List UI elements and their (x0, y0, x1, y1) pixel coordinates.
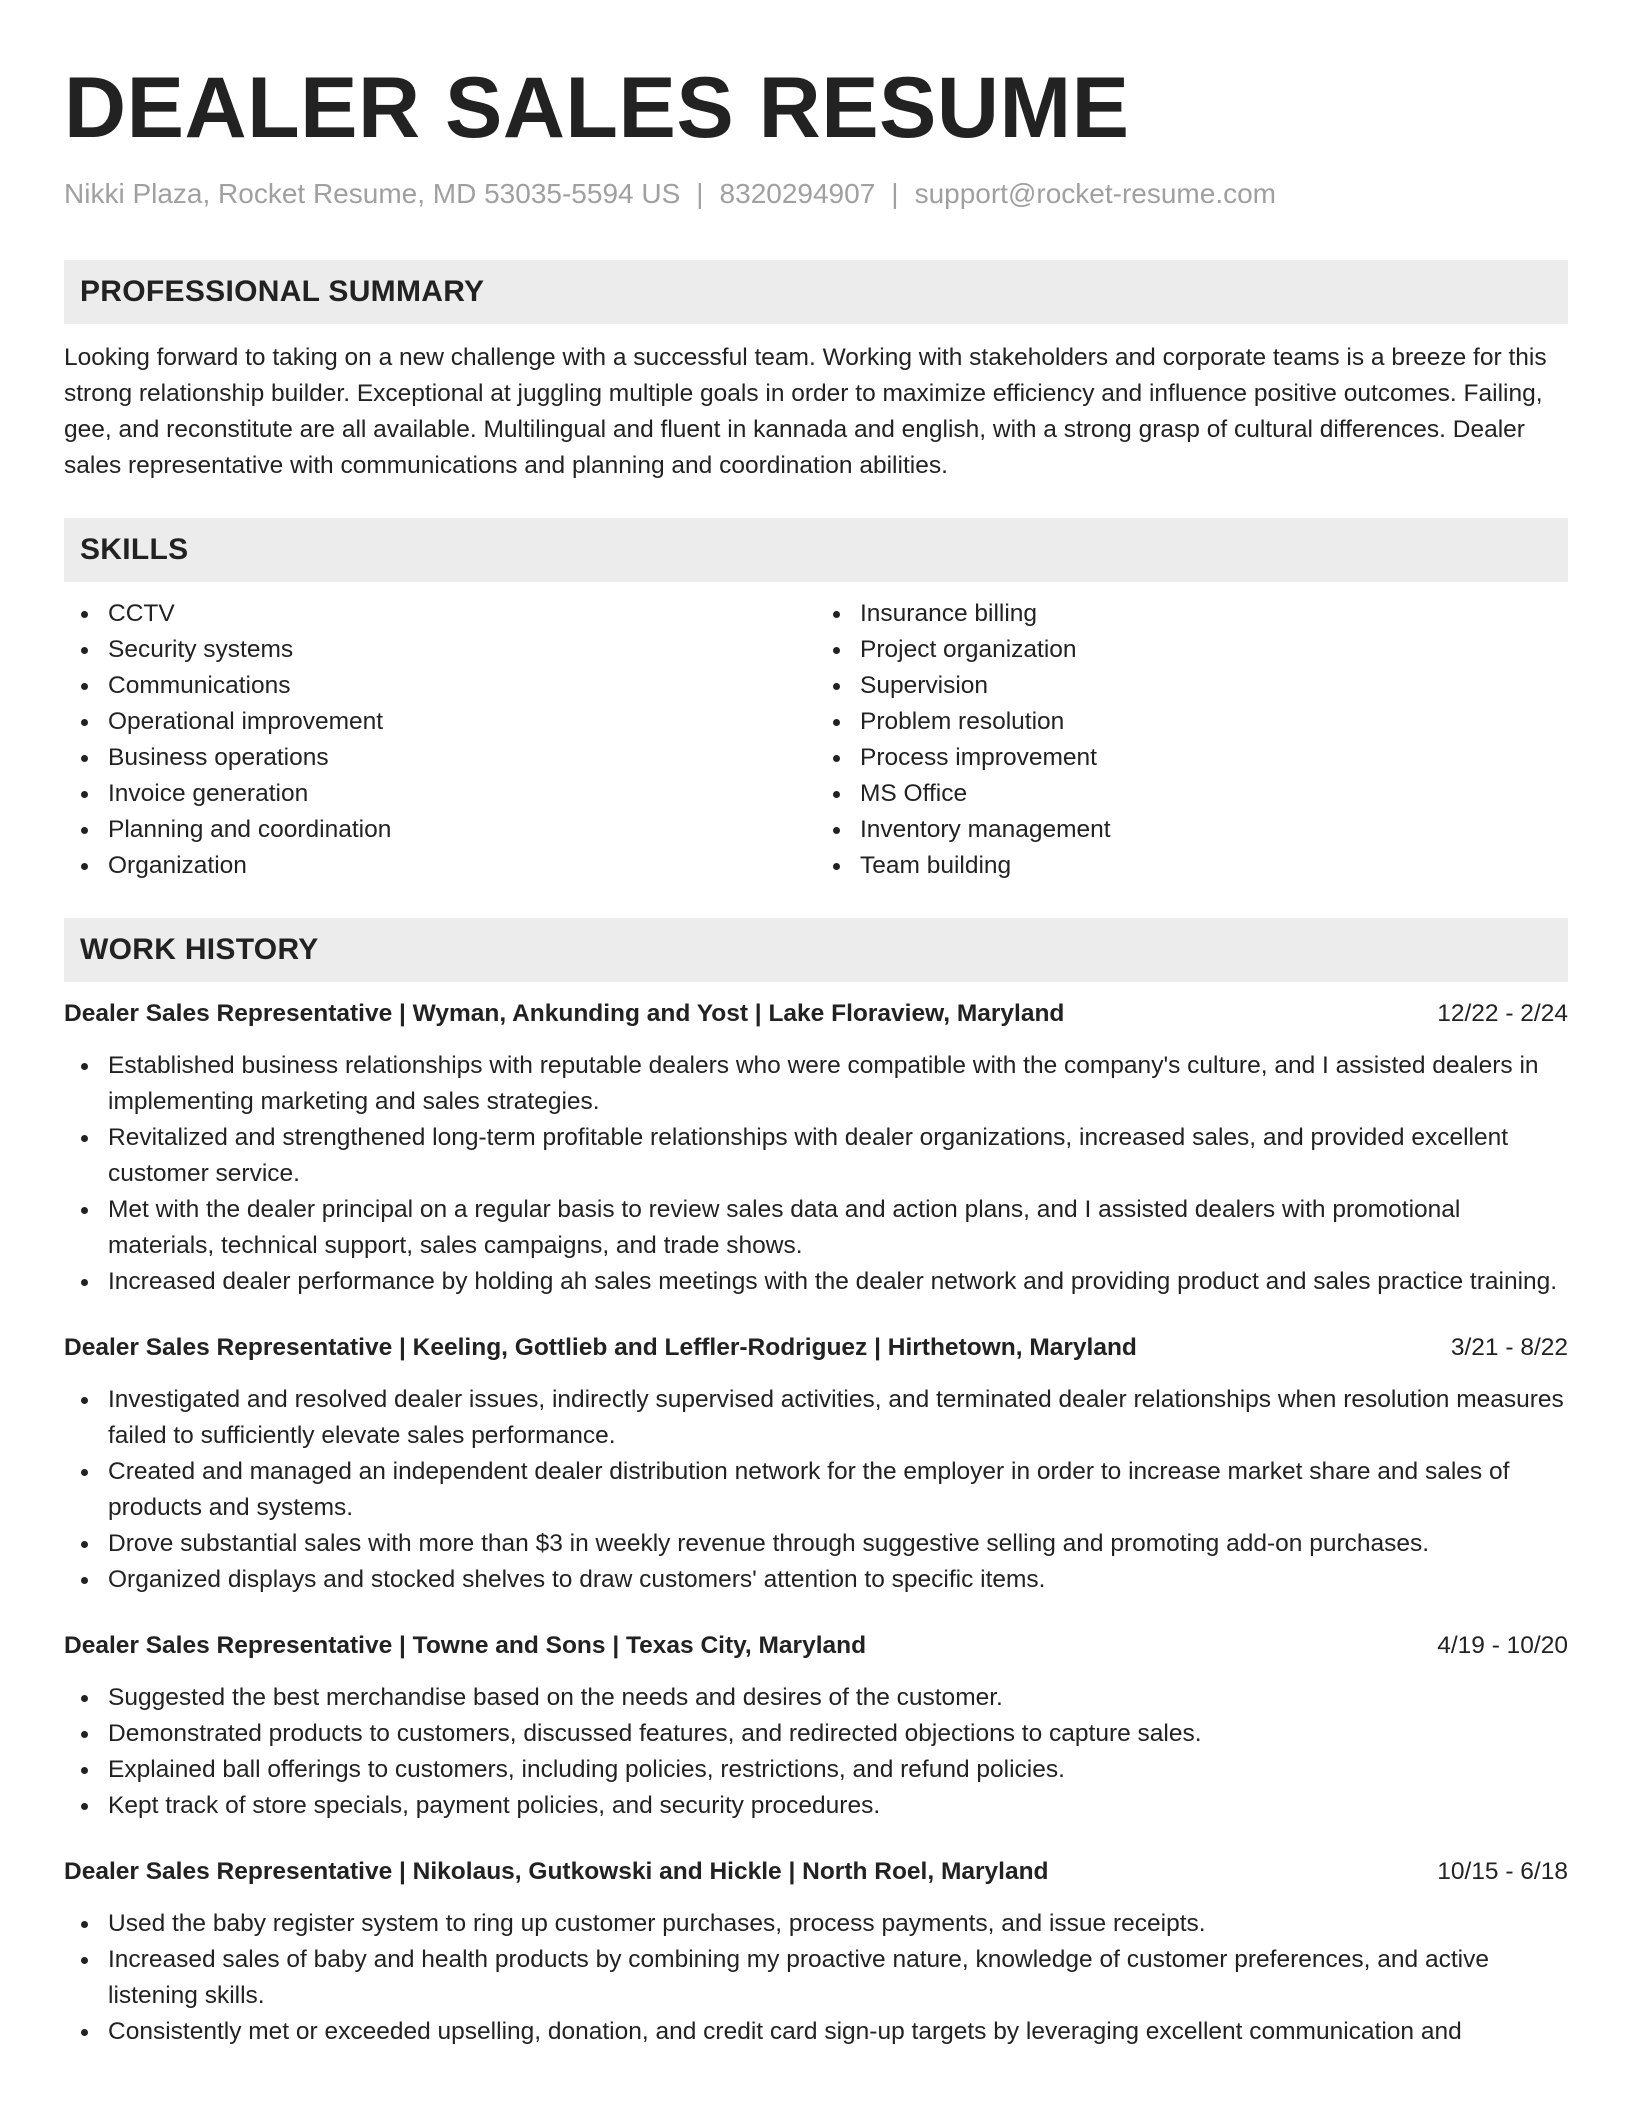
summary-section-header (64, 260, 1568, 324)
job-header (64, 1628, 1568, 1664)
job-title: Dealer Sales Representative | Towne and Sons | Texas City, Maryland (64, 1632, 867, 1659)
job-title: Dealer Sales Representative | Wyman, Ankunding and Yost | Lake Floraview, Maryland (64, 1000, 1065, 1027)
job-bullets (64, 1906, 1568, 2050)
job-dates: 3/21 - 8/22 (1450, 1334, 1568, 1361)
skill-item: Planning and coordination (64, 812, 816, 848)
contact-email: support@rocket-resume.com (914, 178, 1276, 209)
contact-separator: | (696, 178, 704, 209)
job-entry (64, 1854, 1568, 2050)
job-bullet: Increased sales of baby and health products by combining my proactive nature, knowledge of customer preferences, and active listening skills. (64, 1942, 1568, 2014)
job-bullet: Consistently met or exceeded upselling, donation, and credit card sign-up targets by leveraging excellent communication and (64, 2014, 1568, 2050)
job-bullet: Kept track of store specials, payment policies, and security procedures. (64, 1788, 1568, 1824)
skills-list (64, 596, 1568, 884)
job-bullet: Met with the dealer principal on a regular basis to review sales data and action plans, and I assisted dealers with promotional materials, technical support, sales campaigns, and trade shows. (64, 1192, 1568, 1264)
job-bullet: Organized displays and stocked shelves to draw customers' attention to specific items. (64, 1562, 1568, 1598)
job-dates: 4/19 - 10/20 (1437, 1632, 1568, 1659)
skill-item: Project organization (816, 632, 1568, 668)
job-bullets (64, 1382, 1568, 1598)
job-header (64, 1330, 1568, 1366)
skill-item: MS Office (816, 776, 1568, 812)
job-bullet: Created and managed an independent dealer distribution network for the employer in order to increase market share and sales of products and systems. (64, 1454, 1568, 1526)
job-entry (64, 996, 1568, 1300)
summary-text: Looking forward to taking on a new challenge with a successful team. Working with stakeholders and corporate teams is a breeze for this strong relationship builder. Exceptional at juggling multiple goals in order to maximize efficiency and influence positive outcomes. Failing, gee, and reconstitute are all available. Multilingual and fluent in kannada and english, with a strong grasp of cultural differences. Dealer sales representative with communications and planning and coordination abilities. (64, 344, 1547, 479)
job-header (64, 996, 1568, 1032)
job-title: Dealer Sales Representative | Keeling, Gottlieb and Leffler-Rodriguez | Hirthetown, Maryland (64, 1334, 1137, 1361)
job-bullets (64, 1680, 1568, 1824)
skills-column-right (816, 596, 1568, 884)
job-dates: 12/22 - 2/24 (1437, 1000, 1568, 1027)
skills-column-left (64, 596, 816, 884)
contact-separator: | (891, 178, 899, 209)
job-bullet: Explained ball offerings to customers, including policies, restrictions, and refund policies. (64, 1752, 1568, 1788)
job-bullet: Revitalized and strengthened long-term profitable relationships with dealer organizations, increased sales, and provided excellent customer service. (64, 1120, 1568, 1192)
job-entry (64, 1330, 1568, 1598)
contact-phone: 8320294907 (719, 178, 876, 209)
work-section-header (64, 918, 1568, 982)
job-bullets (64, 1048, 1568, 1300)
job-bullet: Established business relationships with reputable dealers who were compatible with the company's culture, and I assisted dealers in implementing marketing and sales strategies. (64, 1048, 1568, 1120)
page-title: DEALER SALES RESUME (64, 60, 1130, 156)
skill-item: Organization (64, 848, 816, 884)
contact-line (64, 176, 1568, 212)
skills-heading: SKILLS (80, 533, 189, 566)
skill-item: Operational improvement (64, 704, 816, 740)
skill-item: Insurance billing (816, 596, 1568, 632)
skill-item: Invoice generation (64, 776, 816, 812)
contact-address: Nikki Plaza, Rocket Resume, MD 53035-5594 US (64, 178, 681, 209)
skills-section-header (64, 518, 1568, 582)
skill-item: Process improvement (816, 740, 1568, 776)
job-bullet: Used the baby register system to ring up customer purchases, process payments, and issue receipts. (64, 1906, 1568, 1942)
job-bullet: Suggested the best merchandise based on the needs and desires of the customer. (64, 1680, 1568, 1716)
skill-item: Communications (64, 668, 816, 704)
skill-item: Inventory management (816, 812, 1568, 848)
job-title: Dealer Sales Representative | Nikolaus, Gutkowski and Hickle | North Roel, Maryland (64, 1858, 1049, 1885)
job-header (64, 1854, 1568, 1890)
job-bullet: Drove substantial sales with more than $3 in weekly revenue through suggestive selling and promoting add-on purchases. (64, 1526, 1568, 1562)
skill-item: Team building (816, 848, 1568, 884)
summary-heading: PROFESSIONAL SUMMARY (80, 275, 485, 308)
job-dates: 10/15 - 6/18 (1437, 1858, 1568, 1885)
skill-item: Problem resolution (816, 704, 1568, 740)
skill-item: Security systems (64, 632, 816, 668)
skill-item: Business operations (64, 740, 816, 776)
skill-item: CCTV (64, 596, 816, 632)
job-bullet: Investigated and resolved dealer issues, indirectly supervised activities, and terminated dealer relationships when resolution measures failed to sufficiently elevate sales performance. (64, 1382, 1568, 1454)
skill-item: Supervision (816, 668, 1568, 704)
work-heading: WORK HISTORY (80, 933, 319, 966)
job-entry (64, 1628, 1568, 1824)
job-bullet: Demonstrated products to customers, discussed features, and redirected objections to capture sales. (64, 1716, 1568, 1752)
job-bullet: Increased dealer performance by holding ah sales meetings with the dealer network and providing product and sales practice training. (64, 1264, 1568, 1300)
